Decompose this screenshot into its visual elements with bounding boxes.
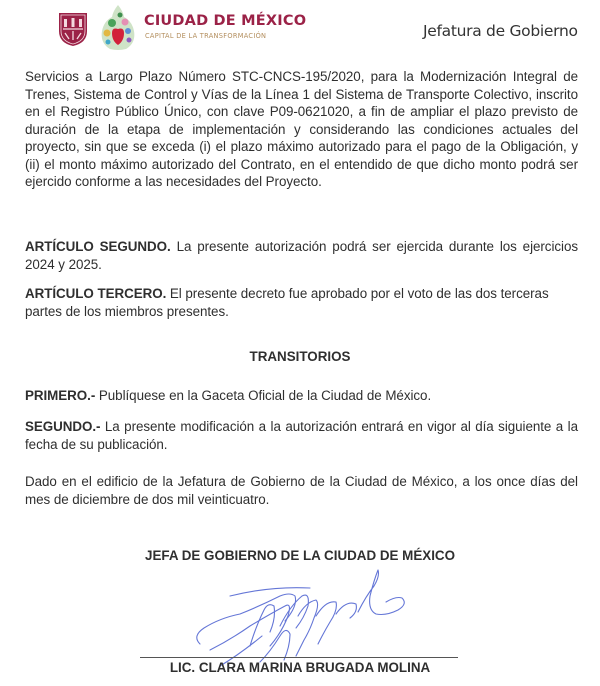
transitorio-segundo <box>25 418 578 453</box>
segundo-label: SEGUNDO.- <box>25 419 101 434</box>
articulo-tercero <box>25 285 578 320</box>
primero-text: Publíquese en la Gaceta Oficial de la Ciudad de México. <box>95 388 432 403</box>
signature-line <box>140 657 458 658</box>
dado-en-paragraph: Dado en el edificio de la Jefatura de Gobierno de la Ciudad de México, a los once días del mes de diciembre de dos mil veinticuatro. <box>25 474 578 507</box>
cdmx-emblem-icon <box>98 3 138 51</box>
paragraph-contract-details: Servicios a Largo Plazo Número STC-CNCS-195/2020, para la Modernización Integral de Trenes, Sistema de Control y Vías de la Línea 1 del Sistema de Transporte Colectivo, inscrito en el Registro Público Único, con clave P09-0621020, a fin de ampliar el plazo previsto de duración de la etapa de implementación y considerando las condiciones actuales del proyecto, sin que se exceda (i) el plazo máximo autorizado para el pago de la Obligación, y (ii) el monto máximo autorizado del Contrato, en el entendido de que dicho monto podrá ser ejercido conforme a las necesidades del Proyecto. <box>25 69 578 189</box>
articulo-segundo-label: ARTÍCULO SEGUNDO. <box>25 239 171 254</box>
articulo-tercero-text: El presente decreto fue aprobado por el voto de las dos terceras partes de los miembros presentes. <box>25 286 549 319</box>
office-name: Jefatura de Gobierno <box>423 22 578 40</box>
primero-label: PRIMERO.- <box>25 388 96 403</box>
brand-title: CIUDAD DE MÉXICO <box>144 13 307 29</box>
articulo-tercero-label: ARTÍCULO TERCERO. <box>25 286 167 301</box>
cdmx-shield-icon <box>57 11 89 47</box>
document-header <box>0 0 600 60</box>
signer-name: LIC. CLARA MARINA BRUGADA MOLINA <box>169 660 431 675</box>
transitorios-heading: TRANSITORIOS <box>249 349 351 364</box>
articulo-segundo <box>25 238 578 273</box>
signer-title: JEFA DE GOBIERNO DE LA CIUDAD DE MÉXICO <box>145 548 455 563</box>
transitorio-primero <box>25 387 578 405</box>
articulo-segundo-text: La presente autorización podrá ser ejercida durante los ejercicios 2024 y 2025. <box>25 239 578 272</box>
segundo-text: La presente modificación a la autorización entrará en vigor al día siguiente a la fecha de su publicación. <box>25 419 578 452</box>
brand-subtitle: CAPITAL DE LA TRANSFORMACIÓN <box>145 32 267 40</box>
